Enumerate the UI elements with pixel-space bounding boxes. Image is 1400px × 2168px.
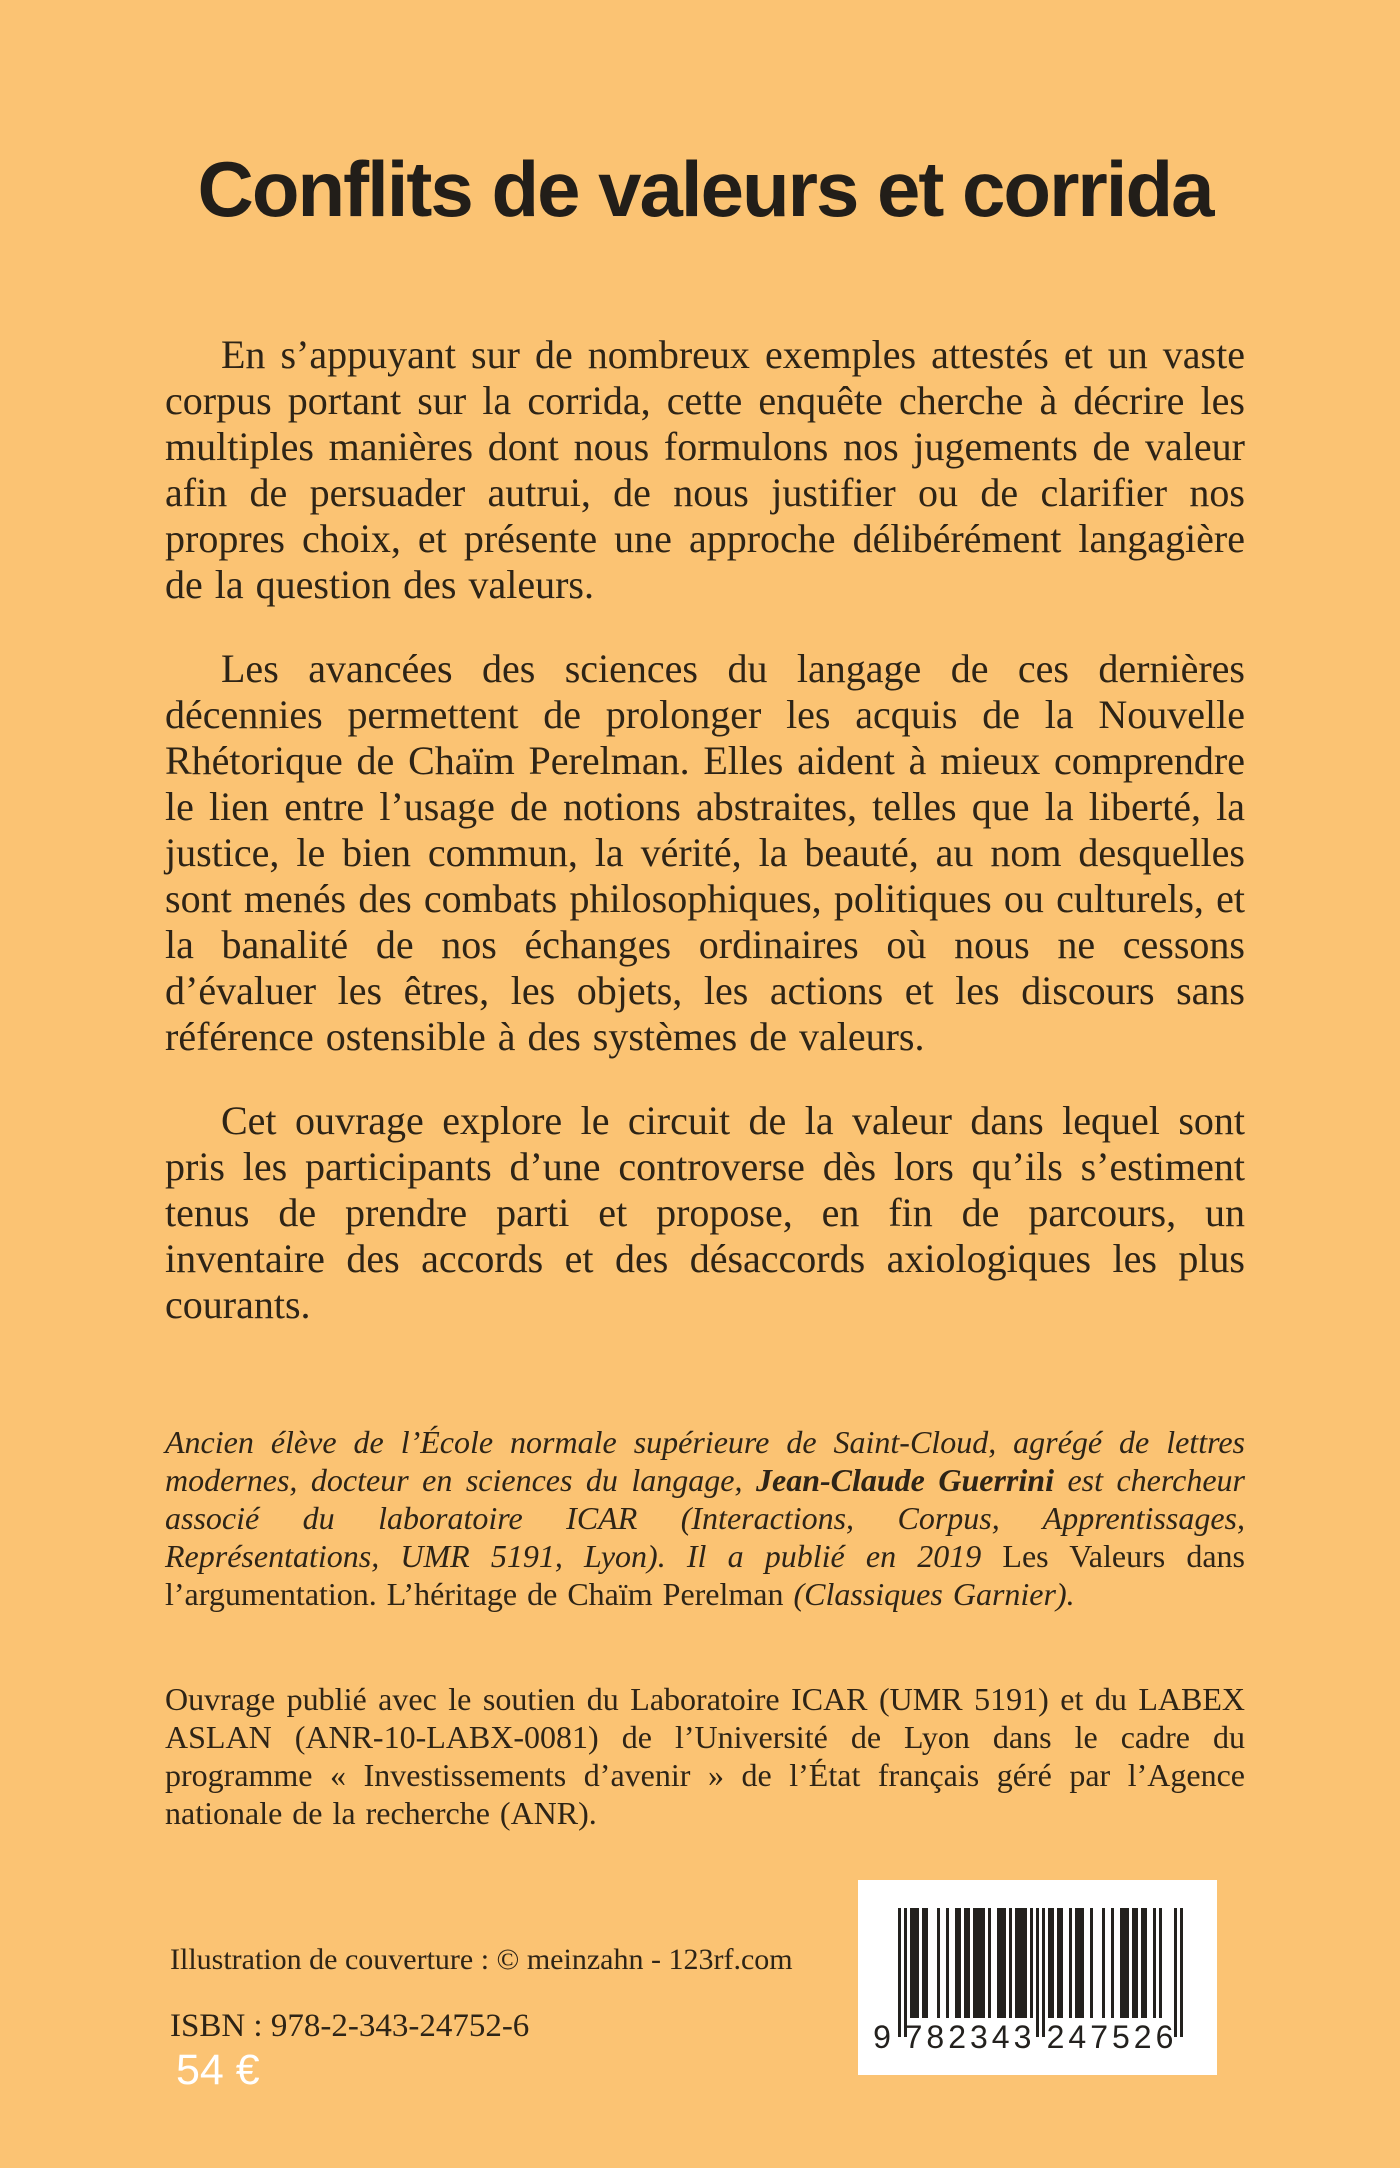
- funding-note: Ouvrage publié avec le soutien du Laboratoire ICAR (UMR 5191) et du LABEX ASLAN (ANR-10-LABX-0081) de l’Université de Lyon dans le cadre du programme « Investissements d’avenir » de l’État français géré par l’Agence nationale de la recherche (ANR).: [165, 1681, 1245, 1831]
- synopsis-paragraph-2: Les avancées des sciences du langage de ces dernières décennies permettent de prolonger les acquis de la Nouvelle Rhétorique de Chaïm Perelman. Elles aident à mieux comprendre le lien entre l’usage de notions abstraites, telles que la liberté, la justice, le bien commun, la vérité, la beauté, au nom desquelles sont menés des combats philosophiques, politiques ou culturels, et la banalité de nos échanges ordinaires où nous ne cessons d’évaluer les êtres, les objets, les actions et les discours sans référence ostensible à des systèmes de valeurs.: [165, 646, 1245, 1059]
- synopsis-paragraph-1: En s’appuyant sur de nombreux exemples attestés et un vaste corpus portant sur la corrida, cette enquête cherche à décrire les multiples manières dont nous formulons nos jugements de valeur afin de persuader autrui, de nous justifier ou de clarifier nos propres choix, et présente une approche délibérément langagière de la question des valeurs.: [165, 332, 1245, 607]
- book-title: Conflits de valeurs et corrida: [197, 145, 1213, 233]
- barcode-digit-first: 9: [873, 2019, 891, 2055]
- synopsis-paragraph-3: Cet ouvrage explore le circuit de la valeur dans lequel sont pris les participants d’une controverse dès lors qu’ils s’estiment tenus de prendre parti et propose, en fin de parcours, un inventaire des accords et des désaccords axiologiques les plus courants.: [165, 1098, 1245, 1327]
- cover-credit: Illustration de couverture : © meinzahn - 123rf.com: [170, 1943, 793, 1976]
- author-bio: [165, 1423, 1245, 1613]
- price: 54 €: [176, 2046, 260, 2094]
- barcode: [858, 1880, 1217, 2075]
- author-name: Jean-Claude Guerrini: [755, 1462, 1054, 1498]
- author-bio-tail: (Classiques Garnier).: [793, 1576, 1075, 1612]
- barcode-digits-right: 247526: [1046, 2019, 1178, 2055]
- isbn: ISBN : 978-2-343-24752-6: [170, 2008, 530, 2044]
- barcode-digits-left: 782343: [904, 2019, 1036, 2055]
- synopsis: [165, 332, 1245, 1328]
- cover-content: [0, 145, 1400, 1832]
- author-bio-lead: Ancien élève de l’École normale supérieure de Saint-Cloud, agrégé de lettres modernes, docteur en sciences du langage,: [165, 1424, 1245, 1498]
- cited-book-title: Les Valeurs dans l’argumentation. L’héritage de Chaïm Perelman: [165, 1538, 1246, 1612]
- author-bio-mid: est chercheur associé du laboratoire ICAR (Interactions, Corpus, Apprentissages, Représentations, UMR 5191, Lyon). Il a publié en 2019: [165, 1462, 1245, 1574]
- barcode-image: [858, 1880, 1217, 2075]
